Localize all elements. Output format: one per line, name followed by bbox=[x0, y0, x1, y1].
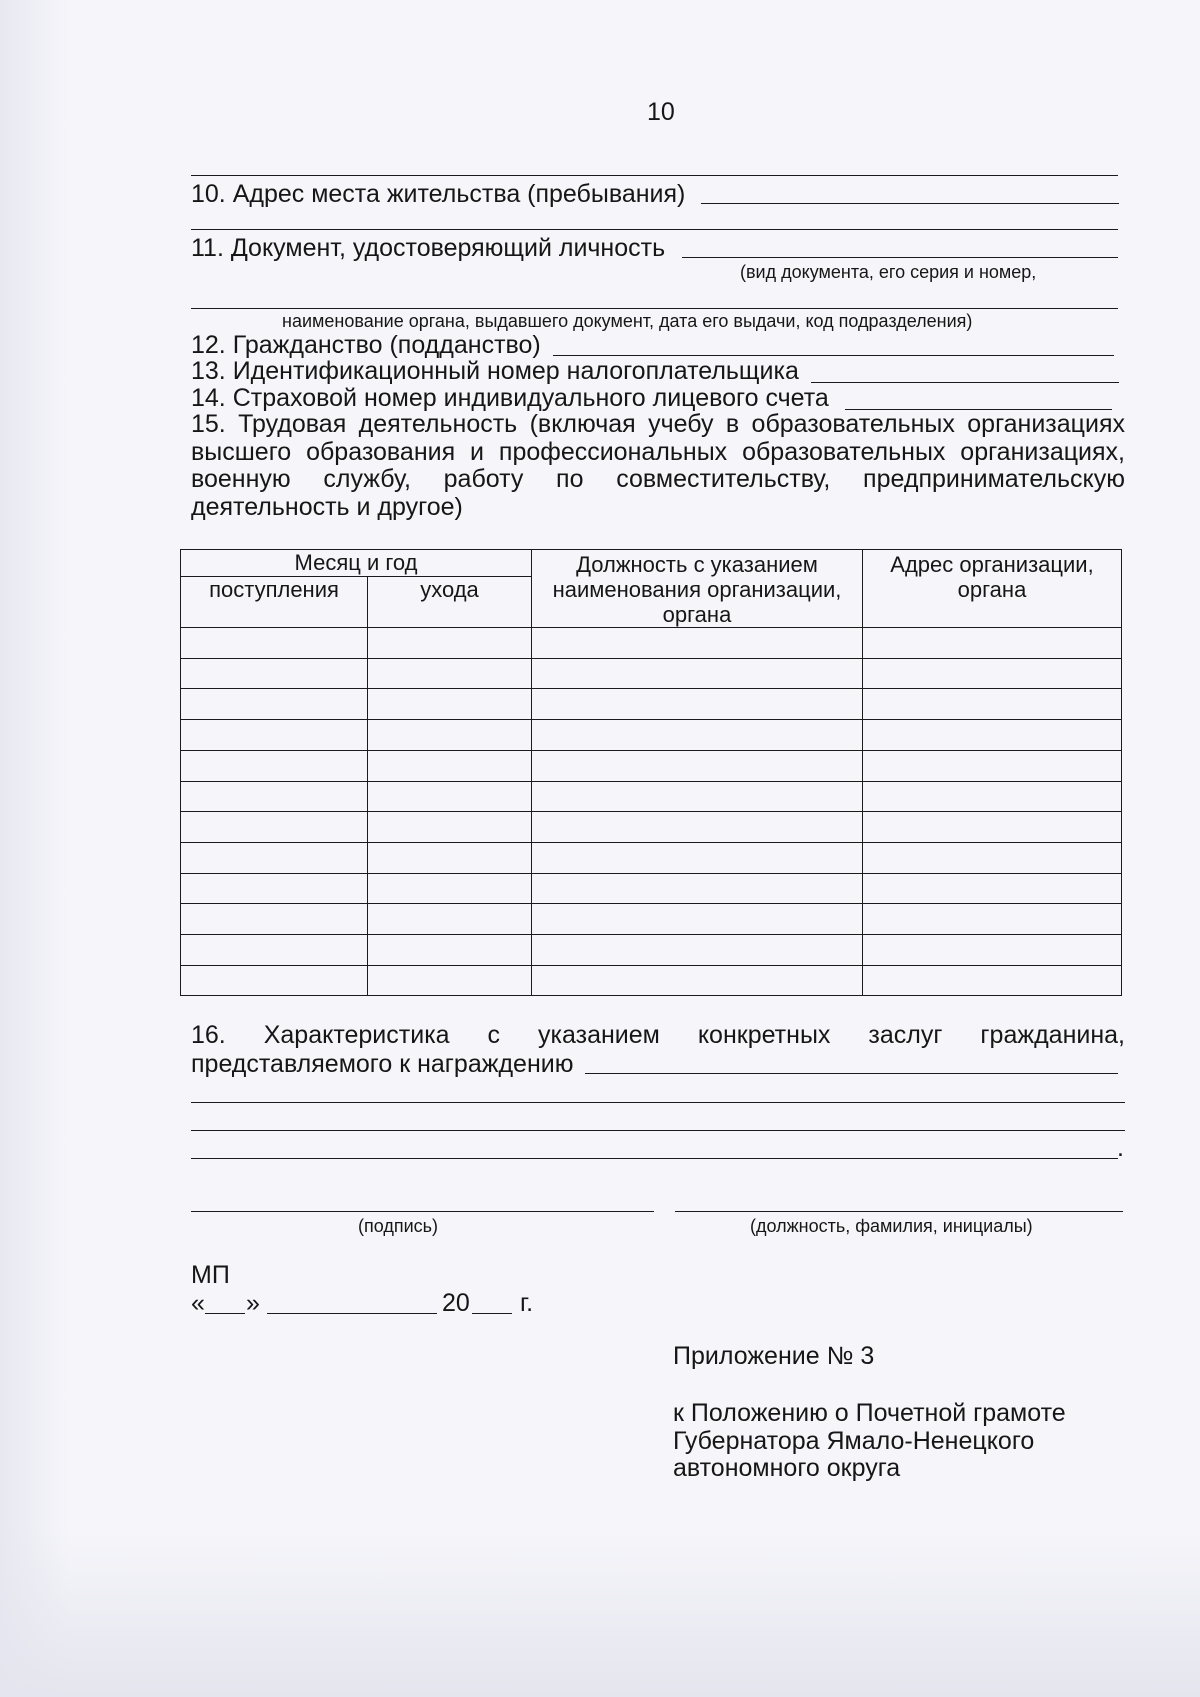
blank-line bbox=[191, 175, 1118, 176]
table-header-end: ухода bbox=[368, 576, 532, 627]
date-year-line bbox=[472, 1313, 512, 1314]
work-history-line-4: деятельность и другое) bbox=[191, 493, 463, 521]
field-snils-label: 14. Страховой номер индивидуального лицевого счета bbox=[191, 384, 829, 412]
position-name-hint: (должность, фамилия, инициалы) bbox=[750, 1216, 1033, 1236]
position-cell[interactable] bbox=[532, 904, 863, 935]
start-date-cell[interactable] bbox=[181, 689, 368, 720]
table-row bbox=[181, 965, 1122, 996]
position-cell[interactable] bbox=[532, 873, 863, 904]
table-row bbox=[181, 720, 1122, 751]
merits-line-1: 16. Характеристика с указанием конкретных заслуг гражданина, bbox=[191, 1021, 1125, 1049]
end-date-cell[interactable] bbox=[368, 720, 532, 751]
end-date-cell[interactable] bbox=[368, 935, 532, 966]
start-date-cell[interactable] bbox=[181, 904, 368, 935]
blank-line bbox=[191, 229, 1118, 230]
table-row bbox=[181, 812, 1122, 843]
merits-blank-line bbox=[191, 1158, 1118, 1159]
work-history-table bbox=[180, 549, 1122, 996]
position-cell[interactable] bbox=[532, 628, 863, 659]
appendix-line-3: автономного округа bbox=[673, 1454, 901, 1482]
identity-document-input-line bbox=[682, 257, 1118, 258]
address-cell[interactable] bbox=[863, 750, 1122, 781]
field-citizenship-label: 12. Гражданство (подданство) bbox=[191, 331, 541, 359]
table-row bbox=[181, 750, 1122, 781]
start-date-cell[interactable] bbox=[181, 842, 368, 873]
table-body bbox=[181, 628, 1122, 996]
date-month-line bbox=[267, 1313, 437, 1314]
start-date-cell[interactable] bbox=[181, 720, 368, 751]
table-header-month-year: Месяц и год bbox=[181, 550, 532, 577]
citizenship-input-line bbox=[553, 355, 1114, 356]
start-date-cell[interactable] bbox=[181, 812, 368, 843]
table-row bbox=[181, 935, 1122, 966]
date-year-suffix: г. bbox=[520, 1289, 534, 1317]
address-cell[interactable] bbox=[863, 904, 1122, 935]
identity-document-hint: (вид документа, его серия и номер, bbox=[740, 262, 1037, 282]
end-date-cell[interactable] bbox=[368, 842, 532, 873]
merits-input-line bbox=[585, 1073, 1118, 1074]
table-row bbox=[181, 904, 1122, 935]
position-cell[interactable] bbox=[532, 781, 863, 812]
work-history-line-2: высшего образования и профессиональных образовательных организациях, bbox=[191, 438, 1125, 466]
start-date-cell[interactable] bbox=[181, 750, 368, 781]
position-cell[interactable] bbox=[532, 965, 863, 996]
start-date-cell[interactable] bbox=[181, 628, 368, 659]
field-residence-label: 10. Адрес места жительства (пребывания) bbox=[191, 180, 686, 208]
merits-line-2: представляемого к награждению bbox=[191, 1050, 574, 1078]
start-date-cell[interactable] bbox=[181, 781, 368, 812]
table-row bbox=[181, 658, 1122, 689]
address-cell[interactable] bbox=[863, 781, 1122, 812]
address-cell[interactable] bbox=[863, 658, 1122, 689]
issuing-authority-hint: наименование органа, выдавшего документ, дата его выдачи, код подразделения) bbox=[282, 311, 973, 331]
appendix-line-1: к Положению о Почетной грамоте bbox=[673, 1399, 1066, 1427]
merits-period: . bbox=[1117, 1134, 1124, 1162]
start-date-cell[interactable] bbox=[181, 873, 368, 904]
end-date-cell[interactable] bbox=[368, 781, 532, 812]
table-row bbox=[181, 689, 1122, 720]
position-cell[interactable] bbox=[532, 750, 863, 781]
address-cell[interactable] bbox=[863, 873, 1122, 904]
signature-line bbox=[191, 1211, 654, 1212]
end-date-cell[interactable] bbox=[368, 689, 532, 720]
start-date-cell[interactable] bbox=[181, 965, 368, 996]
position-cell[interactable] bbox=[532, 812, 863, 843]
date-day-line bbox=[205, 1313, 245, 1314]
table-row bbox=[181, 628, 1122, 659]
scan-shadow-bottom bbox=[0, 1527, 1200, 1697]
end-date-cell[interactable] bbox=[368, 628, 532, 659]
address-cell[interactable] bbox=[863, 628, 1122, 659]
end-date-cell[interactable] bbox=[368, 904, 532, 935]
work-history-line-1: 15. Трудовая деятельность (включая учебу в образовательных организациях bbox=[191, 410, 1125, 438]
address-cell[interactable] bbox=[863, 689, 1122, 720]
address-cell[interactable] bbox=[863, 812, 1122, 843]
table-row bbox=[181, 781, 1122, 812]
address-cell[interactable] bbox=[863, 842, 1122, 873]
field-inn-label: 13. Идентификационный номер налогоплательщика bbox=[191, 357, 799, 385]
date-open-quote: « bbox=[191, 1289, 205, 1317]
inn-input-line bbox=[811, 382, 1119, 383]
table-row bbox=[181, 842, 1122, 873]
field-identity-document-label: 11. Документ, удостоверяющий личность bbox=[191, 234, 666, 262]
table-header-start: поступления bbox=[181, 576, 368, 627]
position-cell[interactable] bbox=[532, 935, 863, 966]
address-cell[interactable] bbox=[863, 965, 1122, 996]
appendix-title: Приложение № 3 bbox=[673, 1342, 875, 1370]
stamp-place-label: МП bbox=[191, 1261, 230, 1289]
position-cell[interactable] bbox=[532, 720, 863, 751]
work-history-line-3: военную службу, работу по совместительству, предпринимательскую bbox=[191, 465, 1125, 493]
date-close-quote: » bbox=[246, 1289, 260, 1317]
end-date-cell[interactable] bbox=[368, 658, 532, 689]
merits-blank-line bbox=[191, 1102, 1125, 1103]
address-cell[interactable] bbox=[863, 720, 1122, 751]
position-cell[interactable] bbox=[532, 842, 863, 873]
appendix-line-2: Губернатора Ямало-Ненецкого bbox=[673, 1427, 1035, 1455]
identity-document-continuation-line bbox=[191, 308, 1118, 309]
date-year-prefix: 20 bbox=[442, 1289, 470, 1317]
address-cell[interactable] bbox=[863, 935, 1122, 966]
end-date-cell[interactable] bbox=[368, 965, 532, 996]
start-date-cell[interactable] bbox=[181, 658, 368, 689]
table-header-address: Адрес организации, органа bbox=[863, 550, 1122, 628]
table-row bbox=[181, 873, 1122, 904]
merits-blank-line bbox=[191, 1130, 1125, 1131]
scan-shadow-left bbox=[0, 0, 70, 1697]
table-header-position: Должность с указанием наименования организации, органа bbox=[532, 550, 863, 628]
residence-input-line bbox=[701, 203, 1119, 204]
start-date-cell[interactable] bbox=[181, 935, 368, 966]
end-date-cell[interactable] bbox=[368, 750, 532, 781]
end-date-cell[interactable] bbox=[368, 812, 532, 843]
position-cell[interactable] bbox=[532, 658, 863, 689]
signature-hint: (подпись) bbox=[358, 1216, 439, 1236]
end-date-cell[interactable] bbox=[368, 873, 532, 904]
position-name-line bbox=[675, 1211, 1123, 1212]
page-number: 10 bbox=[647, 98, 675, 126]
position-cell[interactable] bbox=[532, 689, 863, 720]
